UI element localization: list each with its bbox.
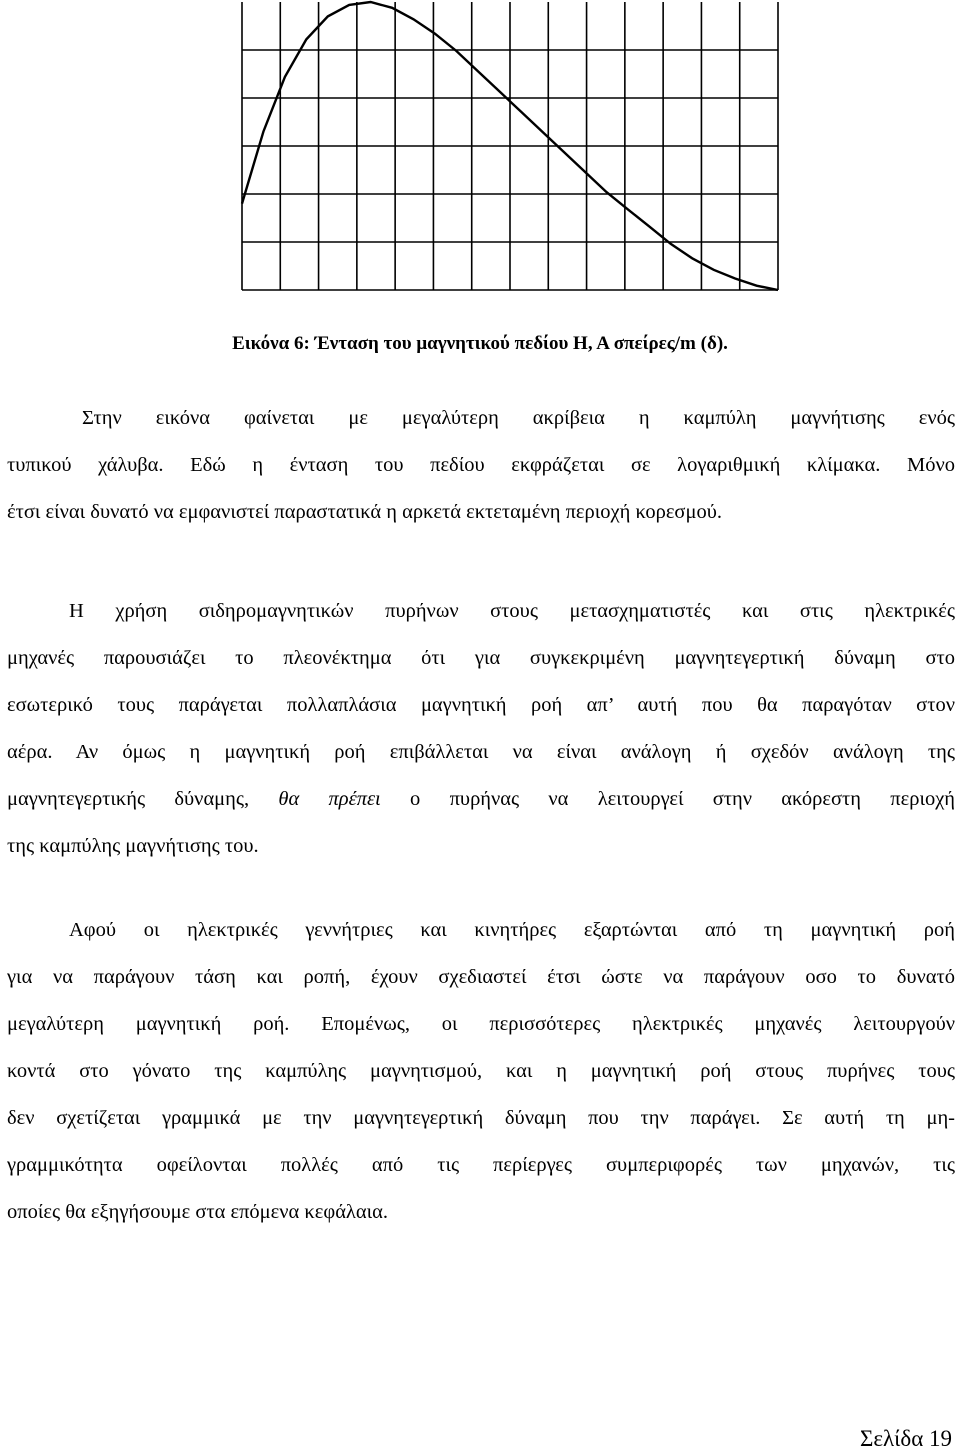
paragraph-1 [7, 395, 955, 536]
text-line: έτσι είναι δυνατό να εμφανιστεί παραστατικά η αρκετά εκτεταμένη περιοχή κορεσμού. [7, 501, 722, 523]
page-number: Σελίδα 19 [859, 1426, 952, 1451]
text-line: δεν σχετίζεται γραμμικά με την μαγνητεγερτική δύναμη που την παράγει. Σε αυτή τη μη- [7, 1107, 955, 1129]
paragraph-3 [7, 907, 955, 1236]
magnetization-curve-figure [240, 0, 780, 292]
figure-caption: Εικόνα 6: Ένταση του μαγνητικού πεδίου Η, Α σπείρες/m (δ). [232, 333, 728, 354]
text-fragment: ο πυρήνας να λειτουργεί στην ακόρεστη περιοχή [410, 788, 955, 810]
text-line: Η χρήση σιδηρομαγνητικών πυρήνων στους μετασχηματιστές και στις ηλεκτρικές [69, 600, 955, 622]
text-line: γραμμικότητα οφείλονται πολλές από τις περίεργες συμπεριφορές των μηχανών, τις [7, 1154, 955, 1176]
text-line: μηχανές παρουσιάζει το πλεονέκτημα ότι για συγκεκριμένη μαγνητεγερτική δύναμη στο [7, 647, 955, 669]
text-line: αέρα. Αν όμως η μαγνητική ροή επιβάλλεται να είναι ανάλογη ή σχεδόν ανάλογη της [7, 741, 955, 763]
text-line: κοντά στο γόνατο της καμπύλης μαγνητισμού, και η μαγνητική ροή στους πυρήνες τους [7, 1060, 955, 1082]
text-line: εσωτερικό τους παράγεται πολλαπλάσια μαγνητική ροή απ’ αυτή που θα παραγόταν στον [7, 694, 955, 716]
text-line: τυπικού χάλυβα. Εδώ η ένταση του πεδίου εκφράζεται σε λογαριθμική κλίμακα. Μόνο [7, 454, 955, 476]
emphasized-text: θα πρέπει [278, 788, 381, 810]
text-line: Αφού οι ηλεκτρικές γεννήτριες και κινητήρες εξαρτώνται από τη μαγνητική ροή [69, 919, 955, 941]
text-line: οποίες θα εξηγήσουμε στα επόμενα κεφάλαια. [7, 1201, 388, 1223]
text-line: της καμπύλης μαγνήτισης του. [7, 835, 259, 857]
text-fragment: μαγνητεγερτικής δύναμης, [7, 788, 250, 810]
text-line: Στην εικόνα φαίνεται με μεγαλύτερη ακρίβεια η καμπύλη μαγνήτισης ενός [82, 407, 955, 429]
paragraph-2 [7, 588, 955, 870]
text-line [7, 776, 955, 823]
chart-grid [242, 2, 778, 290]
text-line: για να παράγουν τάση και ροπή, έχουν σχεδιαστεί έτσι ώστε να παράγουν οσο το δυνατό [7, 966, 955, 988]
text-line: μεγαλύτερη μαγνητική ροή. Επομένως, οι περισσότερες ηλεκτρικές μηχανές λειτουργούν [7, 1013, 955, 1035]
